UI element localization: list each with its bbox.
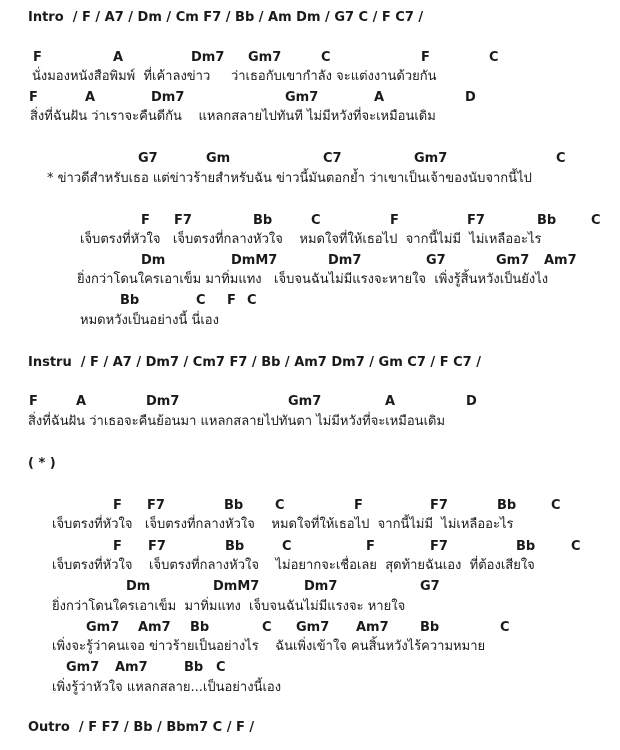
chord: F xyxy=(113,539,122,554)
chord: Am7 xyxy=(138,620,171,635)
chord: Dm7 xyxy=(304,579,338,594)
chord: F xyxy=(141,213,150,228)
instru-line: Instru / F / A7 / Dm7 / Cm7 F7 / Bb / Am7 Dm7 / Gm C7 / F C7 / xyxy=(28,355,481,370)
chord: Gm7 xyxy=(288,394,322,409)
chord: Bb xyxy=(184,660,204,675)
chord: C xyxy=(591,213,601,228)
chord: C xyxy=(321,50,331,65)
chord: A xyxy=(85,90,96,105)
chord: Bb xyxy=(225,539,245,554)
chord: Bb xyxy=(224,498,244,513)
chord: Dm7 xyxy=(146,394,180,409)
chord: Gm xyxy=(206,151,231,166)
chord: Gm7 xyxy=(66,660,100,675)
chord: C xyxy=(282,539,292,554)
chord: DmM7 xyxy=(231,253,278,268)
lyric-line: เจ็บตรงที่หัวใจ เจ็บตรงที่กลางหัวใจ หมดใจที่ให้เธอไป จากนี้ไม่มี ไม่เหลืออะไร xyxy=(80,232,542,247)
chord: Gm7 xyxy=(285,90,319,105)
chord: D xyxy=(466,394,477,409)
chord: Gm7 xyxy=(496,253,530,268)
chord: Dm7 xyxy=(191,50,225,65)
chord: Bb xyxy=(120,293,140,308)
lyric-line: หมดหวังเป็นอย่างนี้ นี่เอง xyxy=(80,313,219,328)
chord: C xyxy=(556,151,566,166)
chord: A xyxy=(385,394,396,409)
chord: F7 xyxy=(148,539,166,554)
chord: Dm xyxy=(141,253,166,268)
chord: Bb xyxy=(537,213,557,228)
chord: F xyxy=(113,498,122,513)
chord: Bb xyxy=(420,620,440,635)
chord: C xyxy=(262,620,272,635)
chord: F xyxy=(29,394,38,409)
chord: Dm7 xyxy=(151,90,185,105)
chord: Am7 xyxy=(544,253,577,268)
chord: G7 xyxy=(420,579,440,594)
chord: G7 xyxy=(138,151,158,166)
chord: Bb xyxy=(190,620,210,635)
lyric-line: เพิ่งจะรู้ว่าคนเจอ ข่าวร้ายเป็นอย่างไร ฉันเพิ่งเข้าใจ คนสิ้นหวังไร้ความหมาย xyxy=(52,639,486,654)
chord: Dm xyxy=(126,579,151,594)
chord: F7 xyxy=(430,498,448,513)
chord: Bb xyxy=(253,213,273,228)
chord: C xyxy=(196,293,206,308)
chord: C xyxy=(275,498,285,513)
lyric-line: * ข่าวดีสำหรับเธอ แต่ข่าวร้ายสำหรับฉัน ข่าวนี้มันตอกย้ำ ว่าเขาเป็นเจ้าของนับจากนี้ไป xyxy=(47,171,532,186)
repeat-marker: ( * ) xyxy=(28,456,56,471)
chord: Dm7 xyxy=(328,253,362,268)
chord: C7 xyxy=(323,151,342,166)
chord: F7 xyxy=(467,213,485,228)
chord: Gm7 xyxy=(248,50,282,65)
chord: Bb xyxy=(497,498,517,513)
chord: C xyxy=(551,498,561,513)
chord: G7 xyxy=(426,253,446,268)
chord: C xyxy=(489,50,499,65)
chord: F7 xyxy=(430,539,448,554)
chord: C xyxy=(216,660,226,675)
chord: F7 xyxy=(174,213,192,228)
chord: C xyxy=(500,620,510,635)
chord: C xyxy=(311,213,321,228)
lyric-line: เจ็บตรงที่หัวใจ เจ็บตรงที่กลางหัวใจ หมดใจที่ให้เธอไป จากนี้ไม่มี ไม่เหลืออะไร xyxy=(52,517,514,532)
intro-line: Intro / F / A7 / Dm / Cm F7 / Bb / Am Dm / G7 C / F C7 / xyxy=(28,10,424,25)
lyric-line: เจ็บตรงที่หัวใจ เจ็บตรงที่กลางหัวใจ ไม่อยากจะเชื่อเลย สุดท้ายฉันเอง ที่ต้องเสียใจ xyxy=(52,558,535,573)
chord: F xyxy=(366,539,375,554)
chord: A xyxy=(76,394,87,409)
chord: A xyxy=(374,90,385,105)
chord: DmM7 xyxy=(213,579,260,594)
chord: C xyxy=(247,293,257,308)
chord: Bb xyxy=(516,539,536,554)
chord: F xyxy=(29,90,38,105)
lyric-line: สิ่งที่ฉันฝัน ว่าเธอจะคืนย้อนมา แหลกสลายไปทันตา ไม่มีหวังที่จะเหมือนเดิม xyxy=(28,414,446,429)
chord: Am7 xyxy=(356,620,389,635)
chord: F xyxy=(421,50,430,65)
lyric-line: สิ่งที่ฉันฝัน ว่าเราจะคืนดีกัน แหลกสลายไปทันที ไม่มีหวังที่จะเหมือนเดิม xyxy=(30,109,436,124)
chord: C xyxy=(571,539,581,554)
chord: Gm7 xyxy=(86,620,120,635)
chord: F xyxy=(390,213,399,228)
chord: F xyxy=(354,498,363,513)
lyric-line: ยิ่งกว่าโดนใครเอาเข็ม มาทิ่มแทง เจ็บจนฉันไม่มีแรงจะหายใจ เพิ่งรู้สิ้นหวังเป็นยังไง xyxy=(77,272,549,287)
chord: Gm7 xyxy=(414,151,448,166)
chord: A xyxy=(113,50,124,65)
chord: Am7 xyxy=(115,660,148,675)
lyric-line: เพิ่งรู้ว่าหัวใจ แหลกสลาย...เป็นอย่างนี้เอง xyxy=(52,680,282,695)
chord: F7 xyxy=(147,498,165,513)
chord: F xyxy=(227,293,236,308)
chord: Gm7 xyxy=(296,620,330,635)
outro-line: Outro / F F7 / Bb / Bbm7 C / F / xyxy=(28,720,255,735)
lyric-line: นั่งมองหนังสือพิมพ์ ที่เค้าลงข่าว ว่าเธอกับเขากำลัง จะแต่งงานด้วยกัน xyxy=(32,69,437,84)
lyric-line: ยิ่งกว่าโดนใครเอาเข็ม มาทิ่มแทง เจ็บจนฉันไม่มีแรงจะ หายใจ xyxy=(52,599,406,614)
chord: D xyxy=(465,90,476,105)
chord: F xyxy=(33,50,42,65)
